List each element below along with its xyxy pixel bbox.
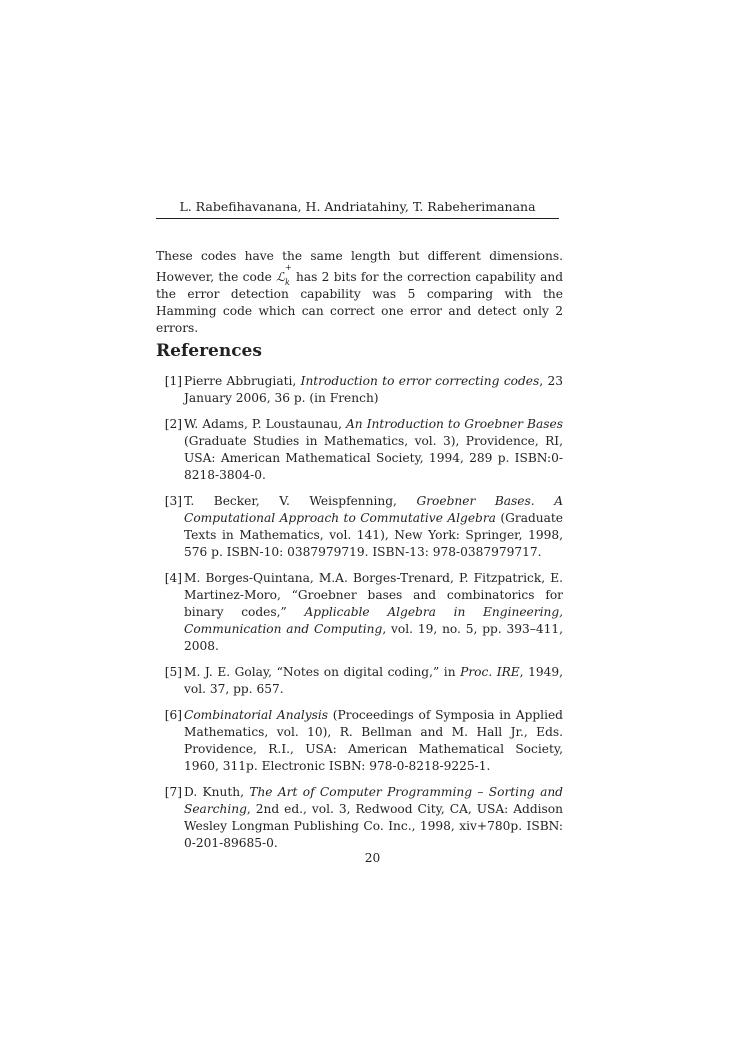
reference-number: [4] [164,571,182,585]
body-paragraph [156,248,563,337]
reference-text: T. Becker, V. Weispfenning, Groebner Bases. A Computational Approach to Commutative Algebra (Graduate Texts in Mathematics, vol. 141), New York: Springer, 1998, 576 p. ISBN-10: 0387979719. ISBN-13: 978-0387979717. [184,494,563,559]
references-heading: References [156,341,262,361]
reference-number: [5] [164,665,182,679]
reference-text: D. Knuth, The Art of Computer Programming – Sorting and Searching, 2nd ed., vol. 3, Redwood City, CA, USA: Addison Wesley Longman Publishing Co. Inc., 1998, xiv+780p. ISBN: 0-201-89685-0. [184,785,563,850]
reference-text: Combinatorial Analysis (Proceedings of Symposia in Applied Mathematics, vol. 10), R. Bellman and M. Hall Jr., Eds. Providence, R.I., USA: American Mathematical Society, 1960, 311p. Electronic ISBN: 978-0-8218-9225-1. [184,708,563,773]
reference-number: [3] [164,494,182,508]
reference-item [156,664,563,698]
reference-item [156,570,563,655]
reference-number: [1] [164,374,182,388]
reference-number: [7] [164,785,182,799]
page-number: 20 [364,851,381,865]
reference-text: Pierre Abbrugiati, Introduction to error correcting codes, 23 January 2006, 36 p. (in French) [184,374,563,405]
reference-item [156,373,563,407]
math-code-symbol: ℒ+ k [276,270,291,284]
reference-number: [6] [164,708,182,722]
math-sub: k [284,278,290,287]
reference-text: M. Borges-Quintana, M.A. Borges-Trenard, P. Fitzpatrick, E. Martinez-Moro, “Groebner bases and combinatorics for binary codes,” Applicable Algebra in Engineering, Communication and Computing, vol. 19, no. 5, pp. 393–411, 2008. [184,571,564,653]
reference-number: [2] [164,417,182,431]
reference-item [156,707,563,775]
paragraph-text-before: These codes have the same length but different dimensions. However, the code [156,249,563,285]
reference-text: M. J. E. Golay, “Notes on digital coding,” in Proc. IRE, 1949, vol. 37, pp. 657. [184,665,563,696]
paragraph-text-after: has 2 bits for the correction capability and the error detection capability was 5 comparing with the Hamming code which can correct one error and detect only 2 errors. [156,270,564,336]
math-sup: + [284,263,292,272]
references-list [156,373,563,861]
reference-item [156,416,563,484]
reference-item [156,784,563,852]
reference-text: W. Adams, P. Loustaunau, An Introduction to Groebner Bases (Graduate Studies in Mathematics, vol. 3), Providence, RI, USA: American Mathematical Society, 1994, 289 p. ISBN:0-8218-3804-0. [184,417,563,482]
reference-item [156,493,563,561]
running-header: L. Rabefihavanana, H. Andriatahiny, T. Rabeherimanana [156,198,559,219]
